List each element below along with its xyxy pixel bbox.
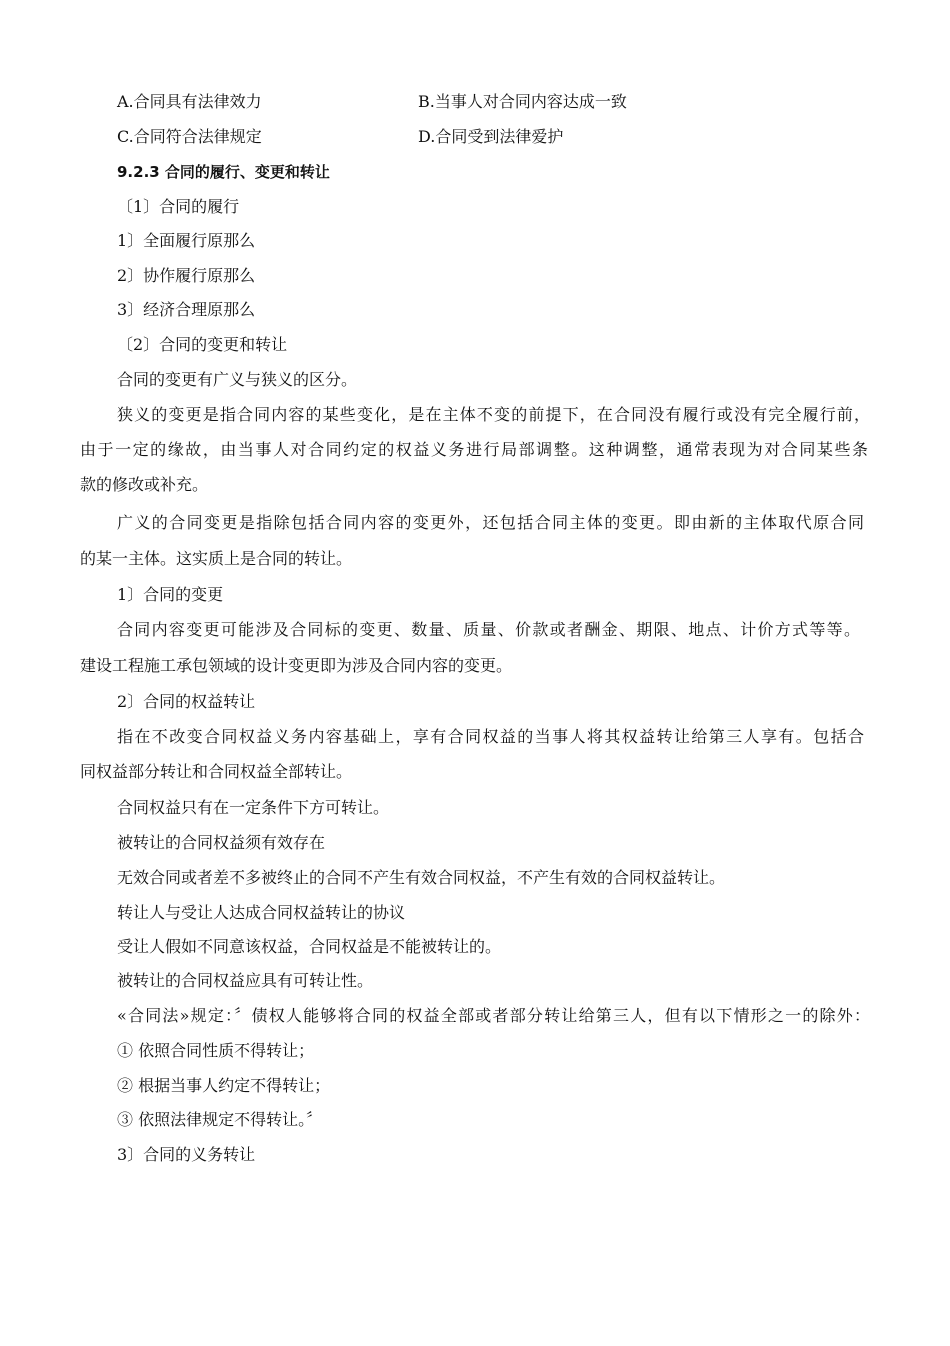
paragraph-line: 建设工程施工承包领域的设计变更即为涉及合同内容的变更。: [80, 656, 513, 675]
paragraph-line: 无效合同或者差不多被终止的合同不产生有效合同权益，不产生有效的合同权益转让。: [117, 868, 726, 887]
paragraph-line: 被转让的合同权益须有效存在: [117, 833, 326, 852]
list-item: ② 根据当事人约定不得转让；: [117, 1076, 331, 1095]
subheading-performance: 〔1〕合同的履行: [117, 197, 240, 216]
paragraph-line: 转让人与受让人达成合同权益转让的协议: [117, 903, 406, 922]
list-item: 1〕全面履行原那么: [117, 231, 256, 250]
paragraph-line: 被转让的合同权益应具有可转让性。: [117, 971, 374, 990]
paragraph-line: 广义的合同变更是指除包括合同内容的变更外，还包括合同主体的变更。即由新的主体取代原合同: [117, 513, 864, 532]
section-heading: 9.2.3 合同的履行、变更和转让: [117, 163, 330, 181]
subheading-change-transfer: 〔2〕合同的变更和转让: [117, 335, 288, 354]
paragraph-line: 合同的变更有广义与狭义的区分。: [117, 370, 358, 389]
list-item: 3〕经济合理原那么: [117, 300, 256, 319]
list-item: 2〕协作履行原那么: [117, 266, 256, 285]
option-b: B.当事人对合同内容达成一致: [418, 92, 627, 111]
paragraph-line: 同权益部分转让和合同权益全部转让。: [80, 762, 353, 781]
option-a: A.合同具有法律效力: [117, 92, 262, 111]
paragraph-line: 受让人假如不同意该权益，合同权益是不能被转让的。: [117, 937, 502, 956]
option-d: D.合同受到法律爱护: [418, 127, 564, 146]
list-item: ③ 依照法律规定不得转让。〞: [117, 1110, 323, 1129]
paragraph-line: «合同法»规定：〞债权人能够将合同的权益全部或者部分转让给第三人，但有以下情形之一的除外：: [117, 1006, 870, 1025]
paragraph-line: 合同权益只有在一定条件下方可转让。: [117, 798, 390, 817]
subheading-contract-change: 1〕合同的变更: [117, 585, 224, 604]
option-c: C.合同符合法律规定: [117, 127, 262, 146]
paragraph-line: 合同内容变更可能涉及合同标的变更、数量、质量、价款或者酬金、期限、地点、计价方式等等。: [117, 620, 860, 639]
paragraph-line: 指在不改变合同权益义务内容基础上，享有合同权益的当事人将其权益转让给第三人享有。包括合: [117, 727, 864, 746]
paragraph-line: 狭义的变更是指合同内容的某些变化，是在主体不变的前提下，在合同没有履行或没有完全履行前，: [117, 405, 870, 424]
paragraph-line: 的某一主体。这实质上是合同的转让。: [80, 549, 353, 568]
subheading-obligation-transfer: 3〕合同的义务转让: [117, 1145, 256, 1164]
subheading-rights-transfer: 2〕合同的权益转让: [117, 692, 256, 711]
paragraph-line: 由于一定的缘故，由当事人对合同约定的权益义务进行局部调整。这种调整，通常表现为对合同某些条: [80, 440, 868, 459]
paragraph-line: 款的修改或补充。: [80, 475, 209, 494]
list-item: ① 依照合同性质不得转让；: [117, 1041, 315, 1060]
